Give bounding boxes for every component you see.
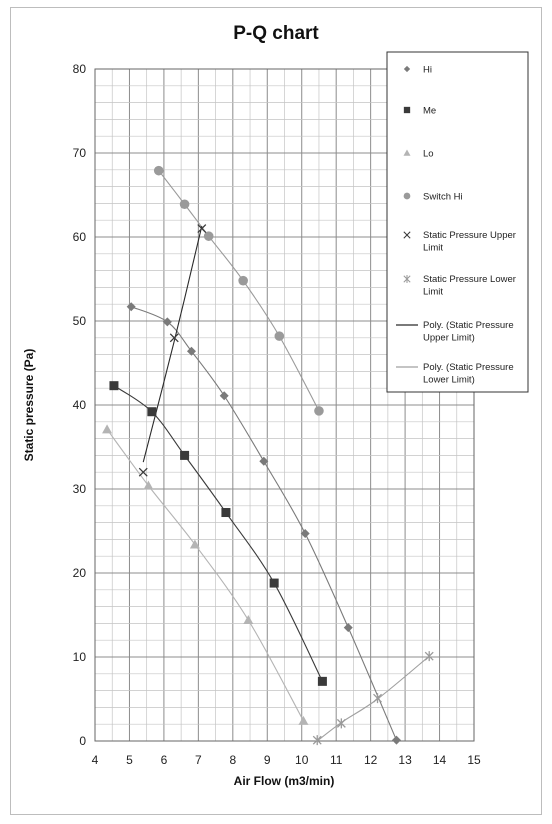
chart-title: P-Q chart xyxy=(233,23,319,44)
legend xyxy=(387,52,528,392)
x-tick-label: 15 xyxy=(467,753,481,767)
x-tick-label: 12 xyxy=(363,753,378,767)
y-tick-label: 10 xyxy=(72,650,86,664)
y-tick-label: 30 xyxy=(72,482,86,496)
legend-label: Hi xyxy=(423,64,432,76)
legend-label: Upper Limit) xyxy=(423,332,475,344)
legend-label: Lo xyxy=(423,148,434,160)
x-tick-label: 6 xyxy=(160,753,168,767)
data-point xyxy=(109,381,118,390)
y-axis-title: Static pressure (Pa) xyxy=(22,348,36,462)
x-tick-label: 8 xyxy=(229,753,237,767)
x-axis-title: Air Flow (m3/min) xyxy=(233,774,335,788)
data-point xyxy=(238,276,248,286)
y-tick-label: 80 xyxy=(72,62,86,76)
legend-marker-swatch xyxy=(404,193,411,200)
legend-label: Switch Hi xyxy=(423,191,463,203)
x-tick-label: 11 xyxy=(329,753,343,767)
x-tick-label: 5 xyxy=(126,753,133,767)
y-tick-label: 70 xyxy=(72,146,86,160)
legend-label: Limit xyxy=(423,242,444,254)
data-point xyxy=(154,166,164,176)
x-tick-label: 7 xyxy=(195,753,202,767)
data-point xyxy=(270,579,279,588)
x-tick-label: 13 xyxy=(398,753,412,767)
y-tick-label: 20 xyxy=(72,566,86,580)
data-point xyxy=(318,677,327,686)
data-point xyxy=(147,407,156,416)
legend-label: Poly. (Static Pressure xyxy=(423,362,514,373)
y-tick-label: 60 xyxy=(72,230,86,244)
y-tick-label: 0 xyxy=(79,734,86,748)
data-point xyxy=(221,508,230,517)
x-tick-label: 10 xyxy=(295,753,309,767)
data-point xyxy=(275,331,285,341)
legend-label: Lower Limit) xyxy=(423,374,475,386)
x-tick-label: 14 xyxy=(432,753,447,767)
legend-label: Me xyxy=(423,105,437,117)
data-point xyxy=(180,451,189,460)
legend-marker-swatch xyxy=(404,107,410,113)
x-tick-label: 9 xyxy=(263,753,271,767)
legend-label: Static Pressure Lower xyxy=(423,274,516,285)
legend-label: Limit xyxy=(423,286,444,298)
data-point xyxy=(314,406,324,416)
y-tick-label: 50 xyxy=(72,314,86,328)
y-tick-label: 40 xyxy=(72,398,86,412)
x-tick-label: 4 xyxy=(91,753,99,767)
data-point xyxy=(180,199,190,209)
legend-label: Static Pressure Upper xyxy=(423,230,516,241)
legend-label: Poly. (Static Pressure xyxy=(423,320,514,331)
